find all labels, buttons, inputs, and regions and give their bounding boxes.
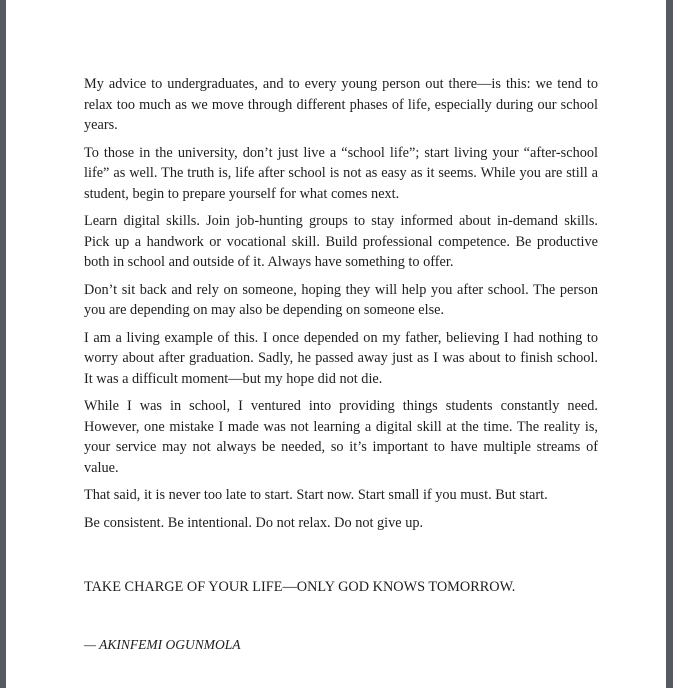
author-signature: — AKINFEMI OGUNMOLA	[84, 637, 241, 652]
paragraph-start-now: That said, it is never too late to start. Start now. Start small if you must. But start.	[84, 487, 548, 503]
tagline: TAKE CHARGE OF YOUR LIFE—ONLY GOD KNOWS TOMORROW.	[84, 579, 516, 595]
viewer-right-edge	[666, 0, 673, 688]
paragraph-living-example: I am a living example of this. I once depended on my father, believing I had nothing to worry about after graduation. Sadly, he passed away just as I was about to finish school. It was a difficult moment—but my hope did not die.	[84, 329, 598, 387]
document-body	[84, 74, 598, 540]
paragraph-ventured: While I was in school, I ventured into providing things students constantly need. However, one mistake I made was not learning a digital skill at the time. The reality is, your service may not always be needed, so it’s important to have multiple streams of value.	[84, 398, 598, 476]
paragraph-be-consistent: Be consistent. Be intentional. Do not relax. Do not give up.	[84, 514, 424, 531]
paragraph-university: To those in the university, don’t just live a “school life”; start living your “after-school life” as well. The truth is, life after school is not as easy as it seems. While you are still a student, begin to prepare yourself for what comes next.	[84, 144, 598, 202]
paragraph-advice: My advice to undergraduates, and to every young person out there—is this: we tend to relax too much as we move through different phases of life, especially during our school years.	[84, 76, 598, 133]
paragraph-digital-skills: Learn digital skills. Join job-hunting groups to stay informed about in-demand skills. Pick up a handwork or vocational skill. Build professional competence. Be productive both in school and outside of it. Always have something to offer.	[84, 213, 598, 270]
document-page	[6, 0, 666, 688]
paragraph-rely: Don’t sit back and rely on someone, hoping they will help you after school. The person you are depending on may also be depending on someone else.	[84, 281, 598, 318]
